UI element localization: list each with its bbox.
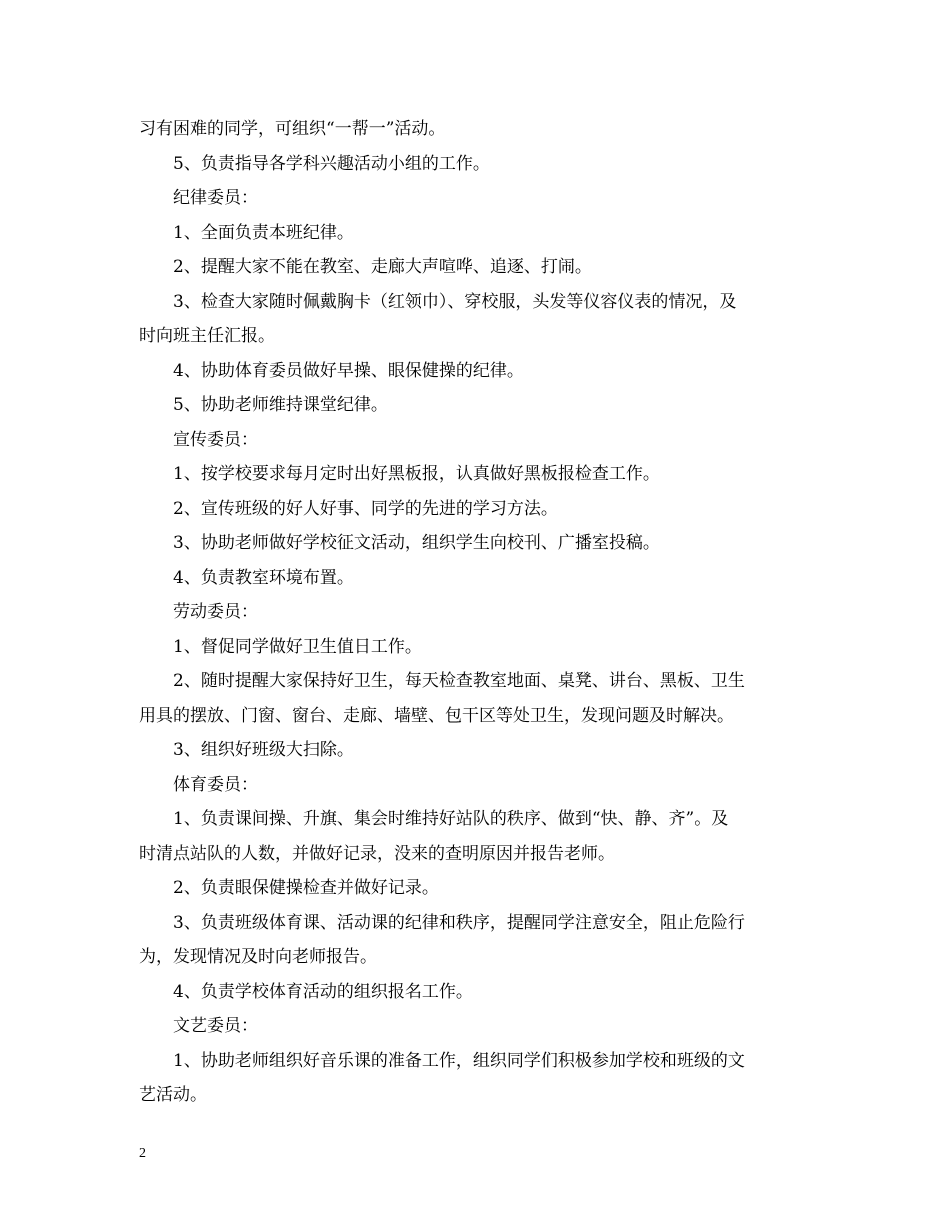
paragraph-line: 时清点站队的人数，并做好记录，没来的查明原因并报告老师。: [139, 843, 615, 864]
paragraph-line: 4、负责学校体育活动的组织报名工作。: [173, 981, 473, 1002]
paragraph-line: 5、协助老师维持课堂纪律。: [173, 395, 388, 415]
paragraph-line: 文艺委员：: [173, 1016, 258, 1036]
paragraph-line: 2、负责眼保健操检查并做好记录。: [173, 878, 439, 898]
paragraph-line: 3、负责班级体育课、活动课的纪律和秩序，提醒同学注意安全，阻止危险行: [173, 912, 745, 933]
paragraph-line: 宣传委员：: [173, 429, 258, 450]
paragraph-line: 体育委员：: [173, 774, 258, 795]
paragraph-line: 5、负责指导各学科兴趣活动小组的工作。: [173, 153, 490, 174]
paragraph-line: 1、负责课间操、升旗、集会时维持好站队的秩序、做到“快、静、齐”。及: [173, 809, 729, 829]
page-number: 2: [139, 1146, 146, 1161]
paragraph-line: 艺活动。: [139, 1085, 207, 1105]
paragraph-line: 3、组织好班级大扫除。: [173, 740, 354, 760]
paragraph-line: 纪律委员：: [173, 188, 258, 208]
paragraph-line: 劳动委员：: [173, 602, 258, 622]
paragraph-line: 2、提醒大家不能在教室、走廊大声喧哗、追逐、打闹。: [173, 257, 592, 277]
document-body: [139, 112, 819, 1113]
paragraph-line: 1、协助老师组织好音乐课的准备工作，组织同学们积极参加学校和班级的文: [173, 1050, 745, 1071]
paragraph-line: 用具的摆放、门窗、窗台、走廊、墙壁、包干区等处卫生，发现问题及时解决。: [139, 705, 734, 726]
paragraph-line: 时向班主任汇报。: [139, 326, 275, 346]
paragraph-line: 3、协助老师做好学校征文活动，组织学生向校刊、广播室投稿。: [173, 533, 660, 553]
paragraph-line: 2、随时提醒大家保持好卫生，每天检查教室地面、桌凳、讲台、黑板、卫生: [173, 671, 745, 691]
paragraph-line: 4、协助体育委员做好早操、眼保健操的纪律。: [173, 360, 524, 381]
paragraph-line: 3、检查大家随时佩戴胸卡（红领巾）、穿校服，头发等仪容仪表的情况，及: [173, 291, 737, 312]
paragraph-line: 4、负责教室环境布置。: [173, 567, 354, 588]
paragraph-line: 2、宣传班级的好人好事、同学的先进的学习方法。: [173, 498, 558, 519]
paragraph-line: 习有困难的同学，可组织“一帮一”活动。: [139, 119, 446, 139]
paragraph-line: 为，发现情况及时向老师报告。: [139, 947, 377, 967]
paragraph-line: 1、督促同学做好卫生值日工作。: [173, 636, 422, 657]
paragraph-line: 1、按学校要求每月定时出好黑板报，认真做好黑板报检查工作。: [173, 464, 660, 484]
paragraph-line: 1、全面负责本班纪律。: [173, 222, 354, 243]
